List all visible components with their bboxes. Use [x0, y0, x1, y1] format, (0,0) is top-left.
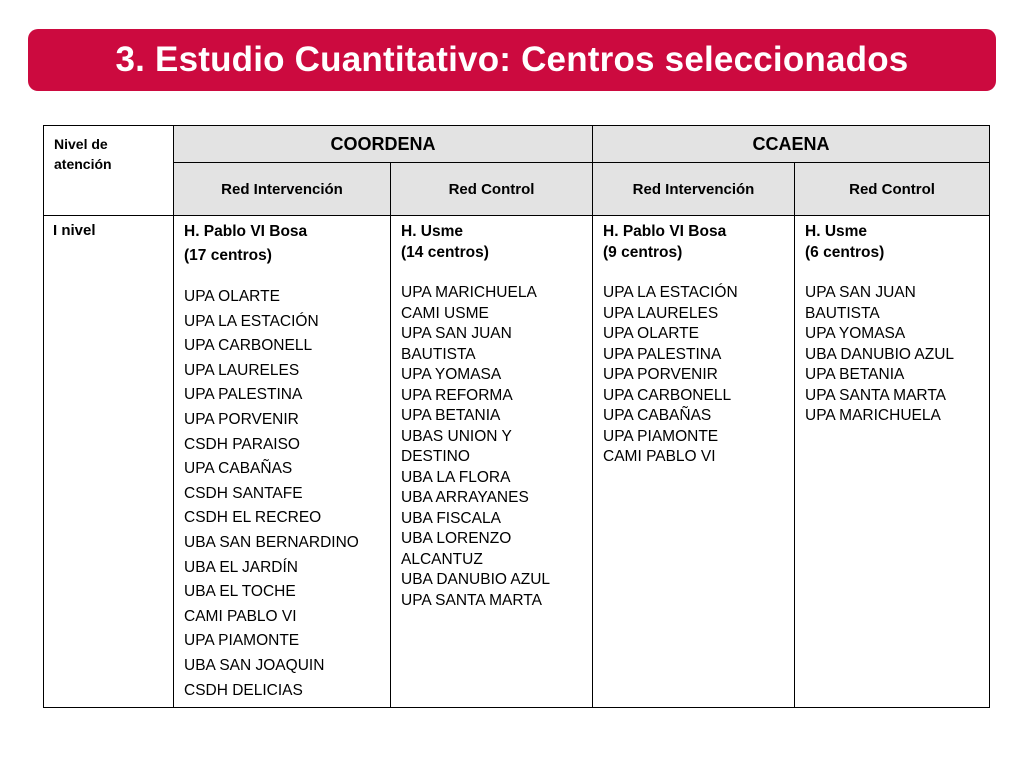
centro-item: UBA LA FLORA [401, 468, 511, 486]
centros-list [401, 283, 583, 611]
data-row-i-nivel [44, 216, 990, 708]
centro-item: CAMI PABLO VI [184, 607, 297, 625]
centro-item: UPA OLARTE [184, 288, 280, 305]
subheader-ccaena-control: Red Control [795, 163, 990, 216]
centros-count: (17 centros) [184, 247, 272, 264]
centro-item: UPA PORVENIR [603, 366, 718, 383]
centro-item: UPA PORVENIR [184, 410, 299, 428]
row-label: I nivel [44, 216, 174, 708]
centro-item: UPA PIAMONTE [603, 427, 719, 445]
centros-list [184, 285, 381, 703]
centro-item: UBA DANUBIO AZUL [805, 345, 955, 363]
centros-table [43, 125, 990, 708]
hospital-name: H. Pablo VI Bosa [184, 223, 308, 240]
centro-item: UPA LA ESTACIÓN [603, 284, 738, 301]
hospital-name: H. Pablo VI Bosa [603, 223, 727, 240]
hospital-name: H. Usme [805, 223, 868, 240]
centro-item: CSDH EL RECREO [184, 509, 322, 527]
centro-item: UPA MARICHUELA [401, 284, 537, 301]
centro-item: CAMI PABLO VI [603, 448, 716, 465]
header-row-groups [44, 126, 990, 163]
centro-item: UBA DANUBIO AZUL [401, 571, 551, 588]
cell-coordena-control [391, 216, 593, 708]
centro-item: UPA PALESTINA [603, 345, 722, 363]
group-header-ccaena: CCAENA [593, 126, 990, 163]
centro-item: UPA BETANIA [805, 366, 905, 383]
centro-item: UBA FISCALA [401, 509, 501, 527]
centro-item: UPA MARICHUELA [805, 407, 941, 424]
centro-item: UPA REFORMA [401, 386, 513, 404]
hospital-name: H. Usme [401, 223, 464, 240]
centro-item: UPA LAURELES [184, 361, 300, 379]
centro-item: UBA SAN JOAQUIN [184, 656, 325, 674]
centros-count: (9 centros) [603, 243, 683, 261]
centro-item: UBA EL TOCHE [184, 583, 296, 601]
centro-item: UPA PALESTINA [184, 386, 303, 404]
centro-item: UBA LORENZO ALCANTUZ [401, 530, 512, 568]
cell-ccaena-control [795, 216, 990, 708]
centro-item: UPA OLARTE [603, 325, 699, 342]
page-title: 3. Estudio Cuantitativo: Centros seleccionados [115, 40, 909, 79]
centro-item: UPA YOMASA [401, 366, 502, 383]
centro-item: UPA SANTA MARTA [805, 386, 946, 404]
centro-item: UPA PIAMONTE [184, 632, 300, 650]
centro-item: UBA SAN BERNARDINO [184, 533, 359, 551]
centro-item: UPA LAURELES [603, 304, 719, 322]
centros-count: (6 centros) [805, 243, 885, 261]
subheader-coordena-intervencion: Red Intervención [174, 163, 391, 216]
centro-item: UPA SAN JUAN BAUTISTA [401, 325, 512, 363]
centro-item: CSDH DELICIAS [184, 681, 303, 699]
centro-item: UPA SANTA MARTA [401, 591, 542, 609]
header-row-sub [44, 163, 990, 216]
centro-item: UPA BETANIA [401, 407, 501, 424]
centro-item: UBA ARRAYANES [401, 489, 529, 506]
cell-coordena-intervencion [174, 216, 391, 708]
centro-item: UPA CABAÑAS [603, 407, 712, 424]
centro-item: UBAS UNION Y DESTINO [401, 427, 512, 465]
centros-list [603, 283, 785, 468]
subheader-coordena-control: Red Control [391, 163, 593, 216]
centro-item: UPA CARBONELL [184, 337, 313, 355]
title-banner [28, 29, 996, 91]
centro-item: CSDH PARAISO [184, 435, 300, 453]
centro-item: CSDH SANTAFE [184, 484, 303, 502]
centros-list [805, 283, 980, 427]
centro-item: UPA LA ESTACIÓN [184, 312, 319, 330]
subheader-ccaena-intervencion: Red Intervención [593, 163, 795, 216]
centro-item: UPA YOMASA [805, 325, 906, 342]
centro-item: UPA CARBONELL [603, 386, 732, 404]
centros-count: (14 centros) [401, 243, 489, 261]
centro-item: CAMI USME [401, 304, 489, 322]
nivel-header: Nivel de atención [44, 126, 174, 216]
centro-item: UBA EL JARDÍN [184, 558, 298, 576]
centro-item: UPA SAN JUAN BAUTISTA [805, 284, 916, 322]
group-header-coordena: COORDENA [174, 126, 593, 163]
centro-item: UPA CABAÑAS [184, 460, 293, 478]
cell-ccaena-intervencion [593, 216, 795, 708]
